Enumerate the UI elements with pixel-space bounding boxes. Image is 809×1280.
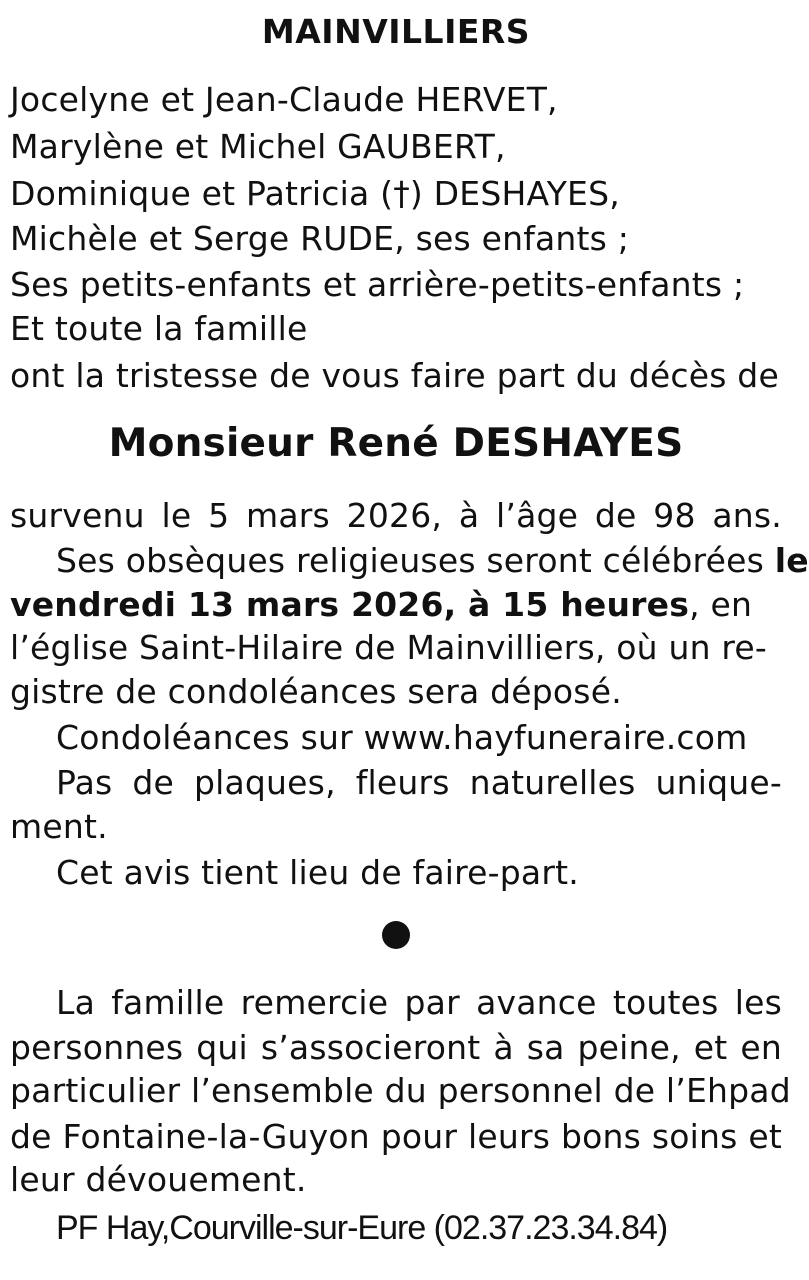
flowers-line: ment.	[10, 807, 108, 846]
ceremony-text: Ses obsèques religieuses seront célébrées	[56, 541, 764, 580]
family-line: Michèle et Serge RUDE, ses enfants ;	[10, 219, 630, 258]
notice-line: Cet avis tient lieu de faire-part.	[56, 853, 579, 892]
thanks-line: particulier l’ensemble du personnel de l’Ehpad	[10, 1071, 791, 1110]
thanks-line: La famille remercie par avance toutes les	[56, 983, 782, 1022]
family-line: Jocelyne et Jean-Claude HERVET,	[10, 80, 558, 119]
ceremony-line: gistre de condoléances sera déposé.	[10, 672, 622, 711]
funeral-home-contact: PF Hay,Courville-sur-Eure (02.37.23.34.84)	[56, 1209, 668, 1247]
ceremony-day-prefix: le	[774, 541, 809, 580]
deceased-name: Monsieur René DESHAYES	[108, 421, 684, 466]
ceremony-line	[10, 585, 782, 625]
ceremony-line: l’église Saint-Hilaire de Mainvilliers, où un re-	[10, 628, 768, 667]
family-line: Marylène et Michel GAUBERT,	[10, 127, 506, 166]
ceremony-text: , en	[689, 585, 753, 624]
separator-bullet	[382, 921, 410, 949]
ceremony-date: vendredi 13 mars 2026, à 15 heures	[10, 585, 690, 624]
family-line: Et toute la famille	[10, 309, 308, 348]
flowers-line: Pas de plaques, fleurs naturelles unique-	[56, 763, 782, 802]
family-line: Dominique et Patricia (†) DESHAYES,	[10, 174, 620, 213]
death-date-line: survenu le 5 mars 2026, à l’âge de 98 ans.	[10, 496, 782, 535]
family-line: ont la tristesse de vous faire part du décès de	[10, 356, 779, 395]
thanks-line: leur dévouement.	[10, 1160, 307, 1199]
thanks-line: de Fontaine-la-Guyon pour leurs bons soins et	[10, 1117, 782, 1156]
ceremony-line	[56, 541, 809, 581]
family-line: Ses petits-enfants et arrière-petits-enfants ;	[10, 265, 745, 304]
city-heading: MAINVILLIERS	[261, 12, 531, 51]
thanks-line: personnes qui s’associeront à sa peine, et en	[10, 1028, 782, 1067]
condolences-line: Condoléances sur www.hayfuneraire.com	[56, 718, 748, 757]
